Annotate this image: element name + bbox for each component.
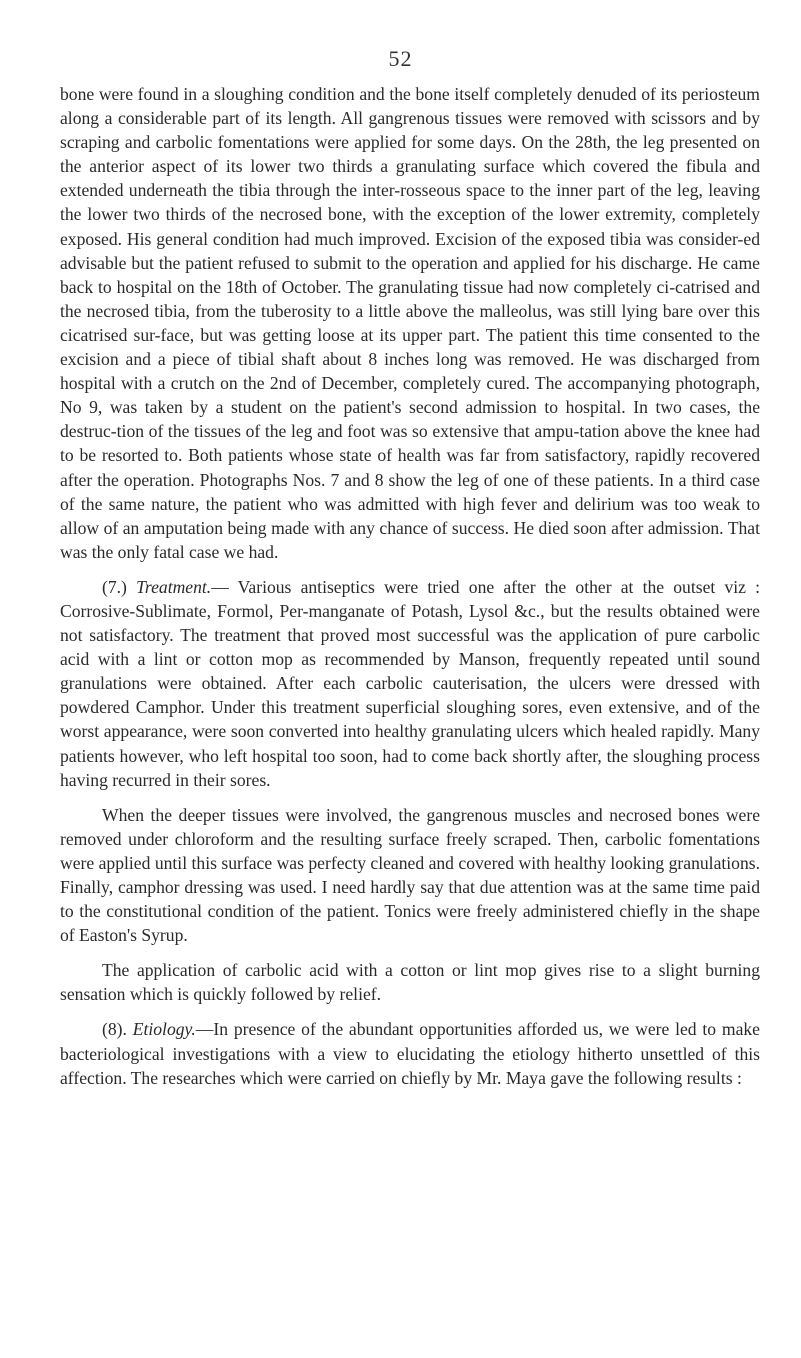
section-heading-treatment: Treatment. <box>136 576 212 597</box>
page-body <box>60 82 760 1101</box>
paragraph-etiology <box>60 1017 760 1089</box>
paragraph-deeper-tissues: When the deeper tissues were involved, the gangrenous muscles and necrosed bones were removed under chloroform and the resulting surface freely scraped. Then, carbolic fomentations were applied until this surface was perfecty cleaned and covered with healthy looking granulations. Finally, camphor dressing was used. I need hardly say that due attention was at the same time paid to the constitutional condition of the patient. Tonics were freely administered chiefly in the shape of Easton's Syrup. <box>60 804 760 946</box>
paragraph-case-continuation: bone were found in a sloughing condition and the bone itself completely denuded of its periosteum along a considerable part of its length. All gangrenous tissues were removed with scissors and by scraping and carbolic fomentations were applied for some days. On the 28th, the leg presented on the anterior aspect of its lower two thirds a granulating surface which covered the fibula and extended underneath the tibia through the inter-rosseous space to the inner part of the leg, leaving the lower two thirds of the necrosed bone, with the exception of the lower extremity, completely exposed. His general condition had much improved. Excision of the exposed tibia was consider-ed advisable but the patient refused to submit to the operation and applied for his discharge. He came back to hospital on the 18th of October. The granulating tissue had now completely ci-catrised and the necrosed tibia, from the tuberosity to a little above the malleolus, was still lying bare over this cicatrised sur-face, but was getting loose at its upper part. The patient this time consented to the excision and a piece of tibial shaft about 8 inches long was removed. He was discharged from hospital with a crutch on the 2nd of December, completely cured. The accompanying photograph, No 9, was taken by a student on the patient's second admission to hospital. In two cases, the destruc-tion of the tissues of the leg and foot was so extensive that ampu-tation above the knee had to be resorted to. Both patients whose state of health was far from satisfactory, rapidly recovered after the operation. Photographs Nos. 7 and 8 show the leg of one of these patients. In a third case of the same nature, the patient who was admitted with high fever and delirium was too weak to allow of an amputation being made with any chance of success. He died soon after admission. That was the only fatal case we had. <box>60 84 760 562</box>
treatment-text: — Various antiseptics were tried one after the other at the outset viz : Corrosive-Sublimate, Formol, Per-manganate of Potash, Lysol &c., but the results obtained were not satisfactory. The treatment that proved most successful was the application of pure carbolic acid with a lint or cotton mop as recommended by Manson, frequently repeated until sound granulations were obtained. After each carbolic cauterisation, the ulcers were dressed with powdered Camphor. Under this treatment superficial sloughing sores, even extensive, and of the worst appearance, were soon converted into healthy granulating ulcers which healed rapidly. Many patients however, who left hospital too soon, had to come back shortly after, the sloughing process having recurred in their sores. <box>60 576 760 790</box>
paragraph-treatment <box>60 575 760 792</box>
paragraph-carbolic-application: The application of carbolic acid with a cotton or lint mop gives rise to a slight burning sensation which is quickly followed by relief. <box>60 960 760 1005</box>
etiology-text: —In presence of the abundant opportunities afforded us, we were led to make bacteriological investigations with a view to elucidating the etiology hitherto unsettled of this affection. The researches which were carried on chiefly by Mr. Maya gave the following results : <box>60 1019 760 1088</box>
page-number: 52 <box>388 46 413 71</box>
section-heading-etiology: Etiology. <box>132 1019 196 1040</box>
section-number-treatment: (7.) <box>102 576 127 597</box>
section-number-etiology: (8). <box>102 1019 127 1040</box>
